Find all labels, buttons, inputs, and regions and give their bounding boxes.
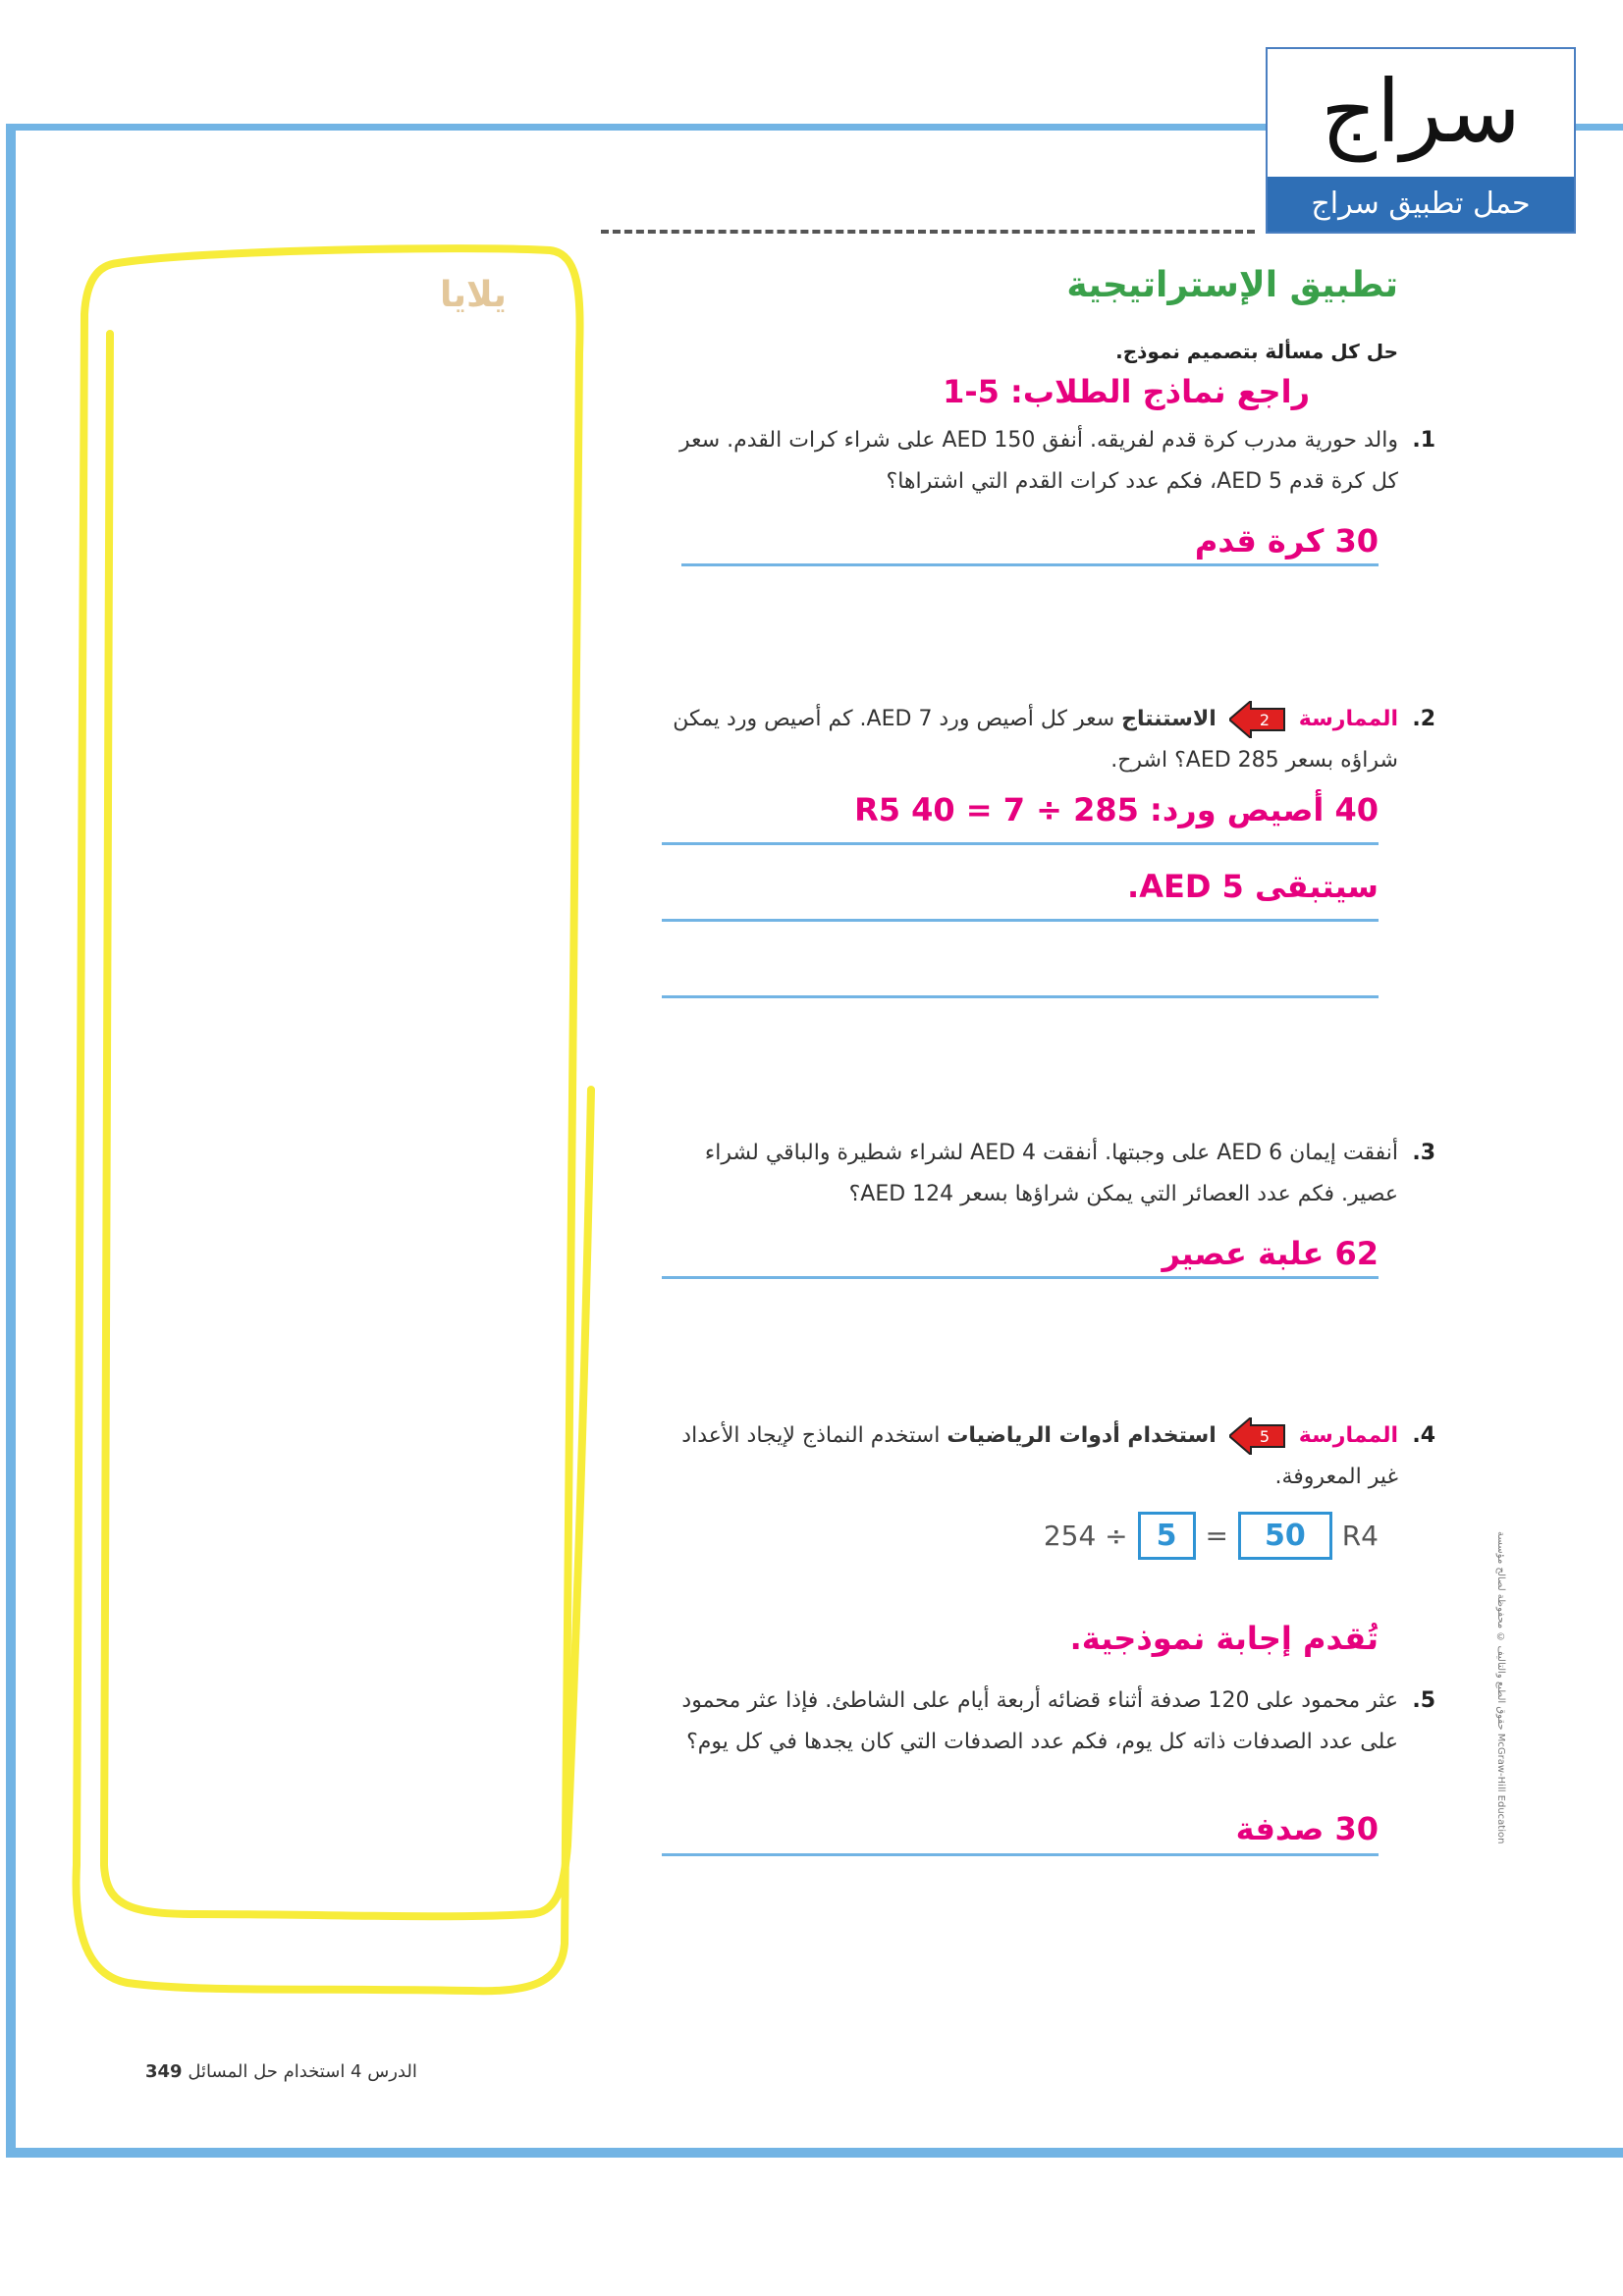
equation-equals: = — [1205, 1520, 1228, 1552]
highlighter-stroke-inner — [104, 334, 591, 1916]
highlighter-stroke-outer — [77, 248, 580, 1991]
footer-text: الدرس 4 استخدام حل المسائل — [188, 2061, 417, 2082]
answer-4: تُقدم إجابة نموذجية. — [1069, 1620, 1379, 1657]
question-text: عثر محمود على 120 صدفة أثناء قضائه أربعة أيام على الشاطئ. فإذا عثر محمود على عدد الصدفات ذاته كل يوم، فكم عدد الصدفات التي كان يجدها في كل يوم؟ — [681, 1688, 1398, 1754]
equation-remainder: R4 — [1341, 1520, 1379, 1552]
svg-text:5: 5 — [1259, 1427, 1270, 1446]
question-number: 2. — [1412, 707, 1435, 731]
instruction: حل كل مسألة بتصميم نموذج. — [1115, 340, 1398, 363]
answer-3: 62 علبة عصير — [1162, 1235, 1379, 1272]
logo-name: سراج — [1321, 61, 1521, 162]
equation-box-answer-input[interactable]: 50 — [1238, 1512, 1332, 1560]
question-number: 5. — [1412, 1688, 1435, 1713]
logo-tagline: حمل تطبيق سراج — [1268, 177, 1574, 232]
practice-skill: الاستنتاج — [1121, 707, 1217, 731]
answer-5: 30 صدفة — [1235, 1810, 1379, 1847]
question-number: 4. — [1412, 1423, 1435, 1448]
svg-text:2: 2 — [1259, 711, 1270, 729]
copyright-sidebar: حقوق الطبع والتأليف © محفوظة لصالح مؤسسة McGraw-Hill Education — [1495, 1531, 1506, 1844]
page-number: 349 — [145, 2061, 183, 2082]
reference-note: راجع نماذج الطلاب: 5-1 — [943, 373, 1310, 410]
answer-2-line-1: 40 أصيص ورد: 285 ÷ 7 = 40 R5 — [854, 791, 1379, 828]
question-number: 1. — [1412, 428, 1435, 453]
margin-note: يلايا — [440, 275, 507, 315]
question-text: استخدم النماذج لإيجاد الأعداد غير المعروفة. — [681, 1423, 1398, 1489]
question-text: أنفقت إيمان 6 AED على وجبتها. أنفقت 4 AED لشراء شطيرة والباقي لشراء عصير. فكم عدد العصائر التي يمكن شراؤها بسعر 124 AED؟ — [704, 1141, 1398, 1206]
section-title: تطبيق الإستراتيجية — [1066, 265, 1398, 305]
practice-tag: الممارسة — [1298, 707, 1398, 731]
equation-lhs: 254 ÷ — [1043, 1520, 1128, 1552]
answer-2-line-2: سيتبقى 5 AED. — [1127, 868, 1379, 905]
question-number: 3. — [1412, 1141, 1435, 1165]
question-text: سعر كل أصيص ورد 7 AED. كم أصيص ورد يمكن شراؤه بسعر 285 AED؟ اشرح. — [673, 707, 1398, 773]
question-text: والد حورية مدرب كرة قدم لفريقه. أنفق 150 AED على شراء كرات القدم. سعر كل كرة قدم 5 AED، فكم عدد كرات القدم التي اشتراها؟ — [678, 428, 1398, 494]
answer-1: 30 كرة قدم — [1194, 522, 1379, 560]
practice-tag: الممارسة — [1298, 1423, 1398, 1448]
practice-skill: استخدام أدوات الرياضيات — [947, 1423, 1217, 1448]
equation-box-quotient-input[interactable]: 5 — [1138, 1512, 1196, 1560]
